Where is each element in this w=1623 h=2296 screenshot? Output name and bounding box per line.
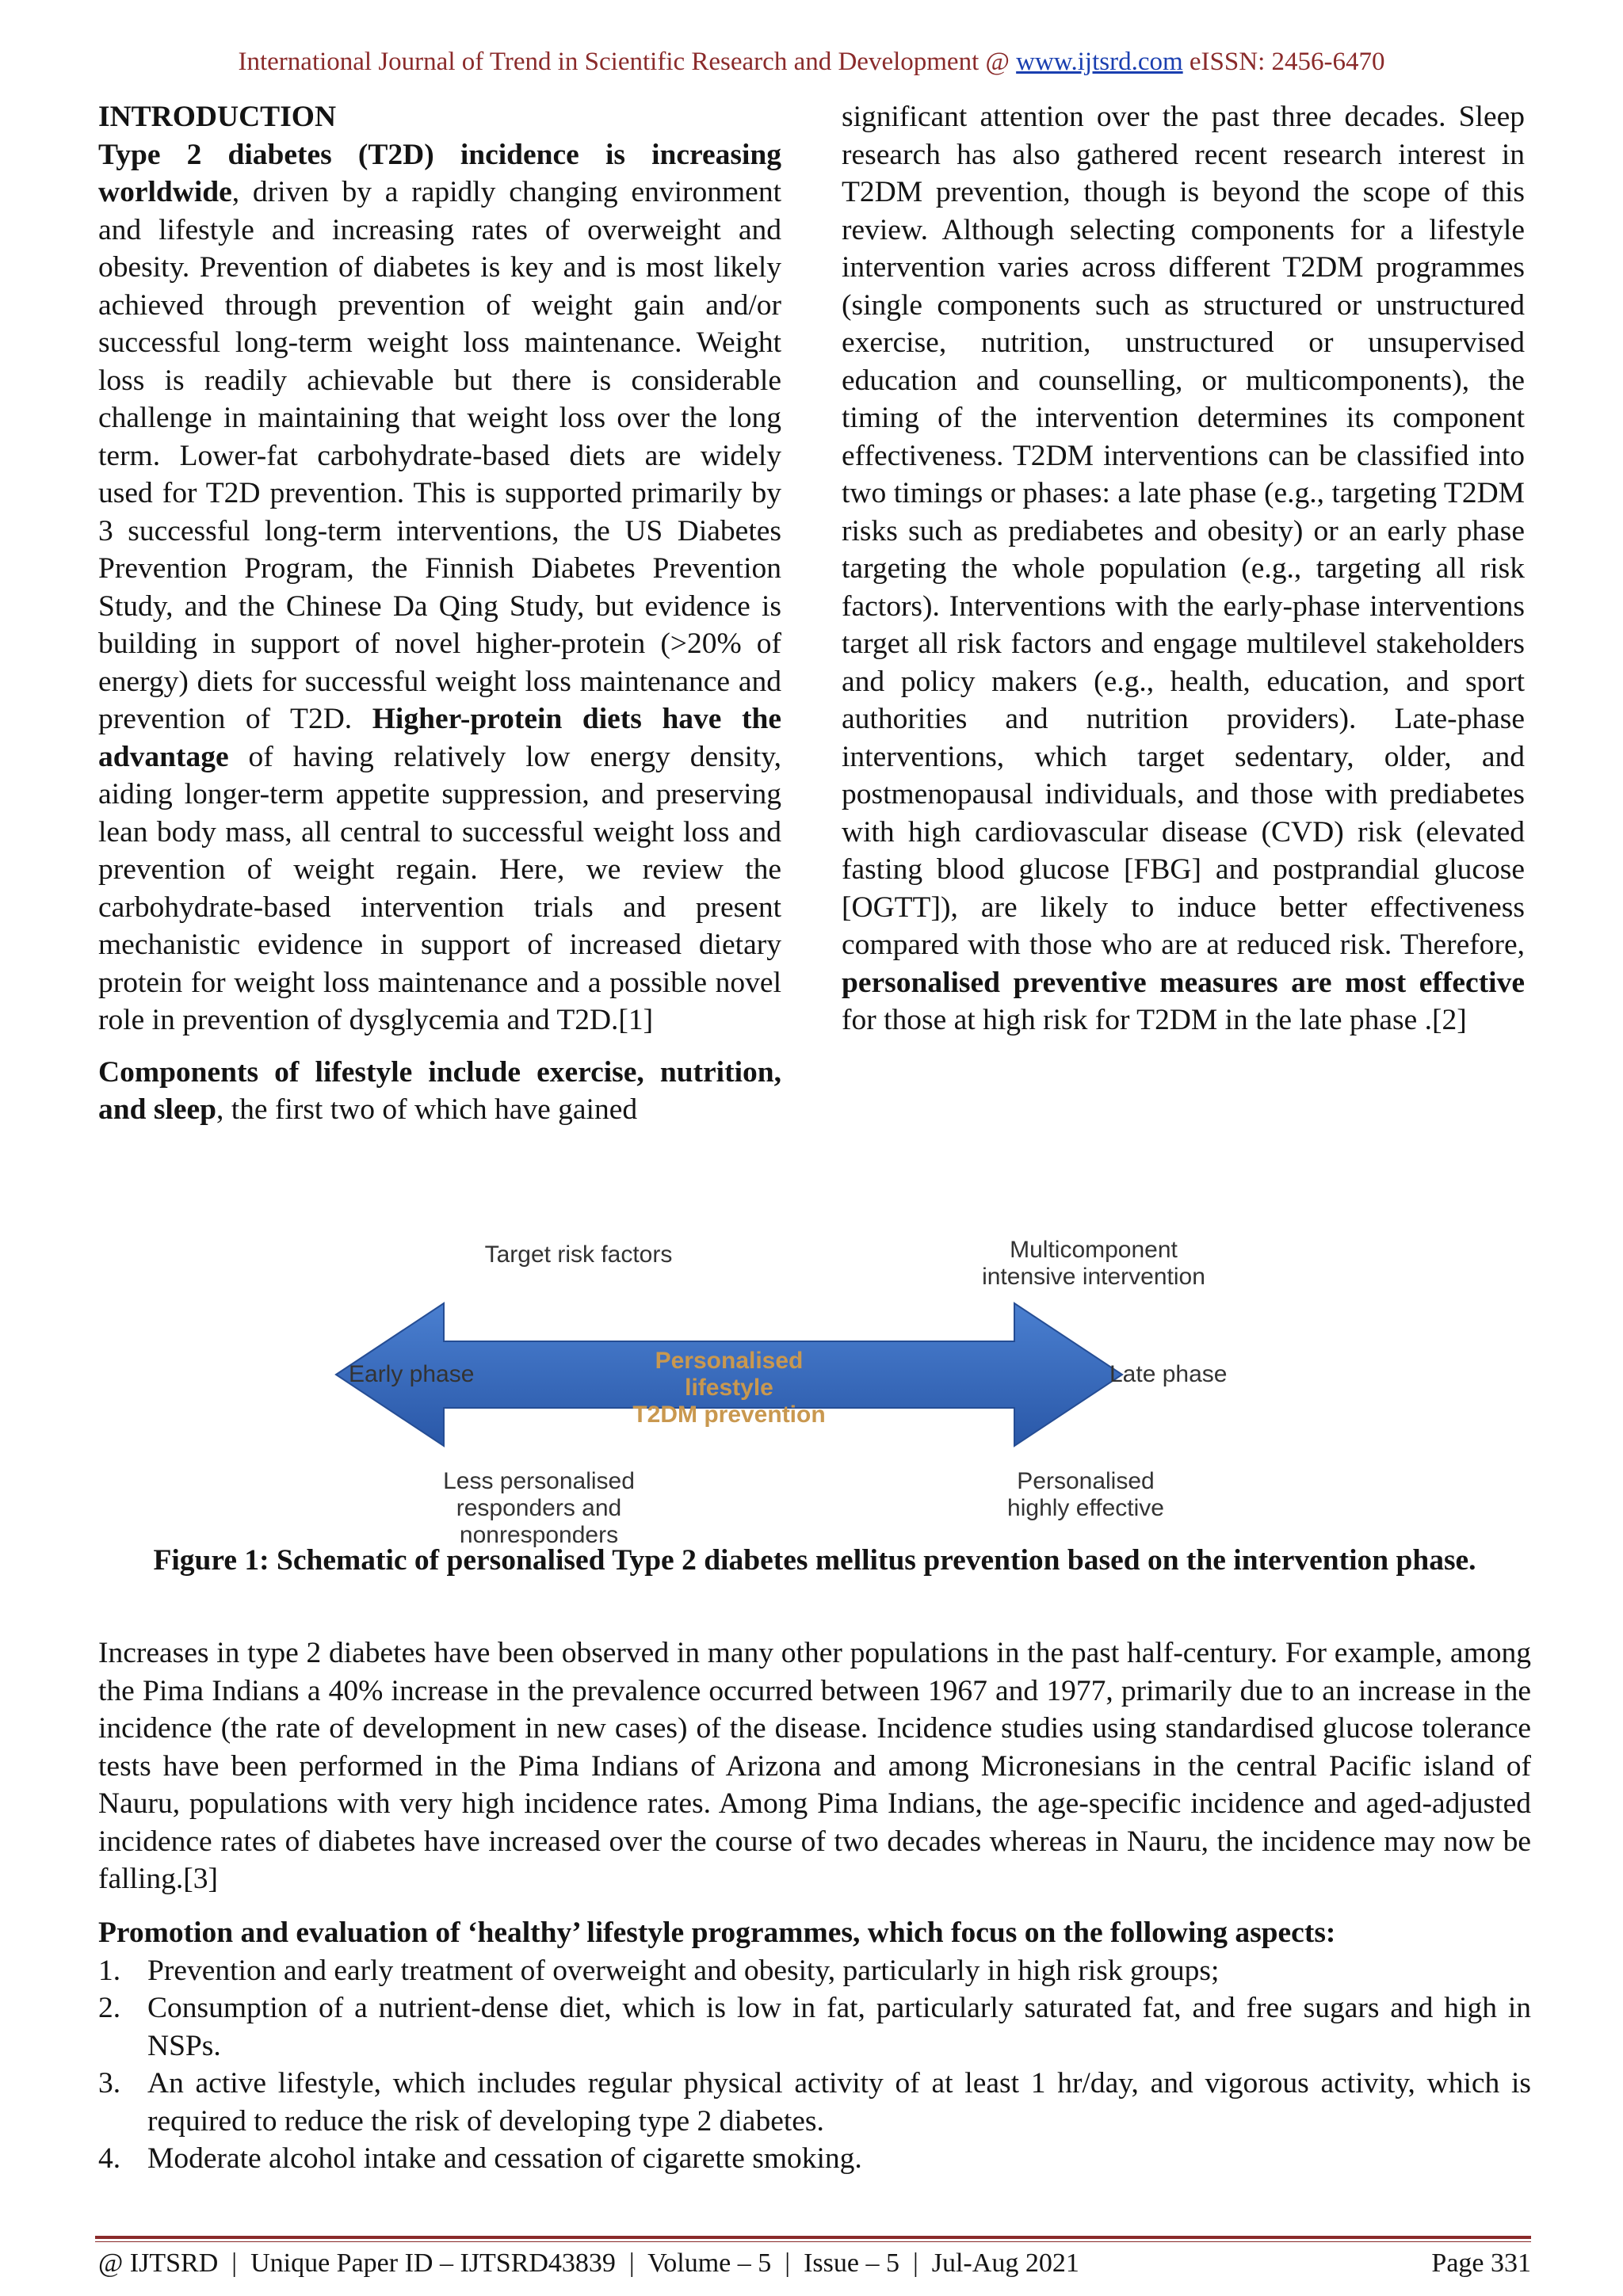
left-column (98, 98, 781, 1129)
running-header (0, 48, 1623, 77)
footer-rule-thin (95, 2241, 1531, 2242)
label-target-risk-factors: Target risk factors (484, 1241, 673, 1268)
page-number: Page 331 (1431, 2248, 1531, 2278)
footer-rule (95, 2236, 1531, 2239)
label-multicomponent (919, 1237, 1268, 1291)
eissn: eISSN: 2456-6470 (1182, 48, 1385, 76)
body-paragraph-3 (98, 1634, 1531, 1898)
list-item-text: Moderate alcohol intake and cessation of cigarette smoking. (147, 2142, 862, 2175)
bottom-right-line1: Personalised (1017, 1468, 1155, 1494)
list-item (98, 1952, 1531, 1990)
center-line1: Personalised lifestyle (655, 1348, 804, 1401)
list-item-text: Prevention and early treatment of overweight and obesity, particularly in high risk groups; (147, 1954, 1220, 1987)
aspect-list (98, 1952, 1531, 2178)
running-footer (98, 2248, 1531, 2279)
bottom-right-line2: highly effective (1007, 1495, 1164, 1521)
bottom-left-line2: responders and nonresponders (456, 1495, 622, 1548)
intro-text: , driven by a rapidly changing environment and lifestyle and increasing rates of overweight and obesity. Prevention of diabetes is key and is most likely achieved through prevention of weight gain and/or successful long-term weight loss maintenance. Weight loss is readily achievable but there is considerable challenge in maintaining that weight loss over the long term. Lower-fat carbohydrate-based diets are widely used for T2D prevention. This is supported primarily by 3 successful long-term interventions, the US Diabetes Prevention Program, the Finnish Diabetes Prevention Study, and the Chinese Da Qing Study, but evidence is building in support of novel higher-protein (>20% of energy) diets for successful weight loss maintenance and prevention of T2D. (98, 176, 781, 735)
journal-name: International Journal of Trend in Scientific Research and Development @ (238, 48, 1017, 76)
intro-bold-protein: Higher-protein diets have the advantage (98, 703, 781, 773)
list-heading: Promotion and evaluation of ‘healthy’ lifestyle programmes, which focus on the following aspects: (98, 1917, 1336, 1949)
label-multicomponent-line2: intensive intervention (982, 1264, 1205, 1290)
figure-caption: Figure 1: Schematic of personalised Type 2 diabetes mellitus prevention based on the intervention phase. (153, 1544, 1476, 1577)
list-item-number: 3. (98, 2067, 121, 2100)
bottom-left-line1: Less personalised (443, 1468, 635, 1494)
label-personalised-lifestyle (610, 1348, 848, 1428)
intro-paragraph (98, 136, 781, 1039)
figure-1-diagram (301, 1216, 1316, 1548)
journal-link[interactable]: www.ijtsrd.com (1016, 48, 1183, 76)
list-item (98, 2065, 1531, 2140)
section-heading-introduction: INTRODUCTION (98, 101, 337, 133)
center-line2: T2DM prevention (632, 1402, 826, 1428)
label-late-phase: Late phase (1109, 1361, 1228, 1387)
components-text: , the first two of which have gained (216, 1093, 638, 1126)
intro-bold-lead: Type 2 diabetes (T2D) incidence is increasing worldwide (98, 138, 781, 208)
list-item-number: 1. (98, 1954, 121, 1987)
right-bold: personalised preventive measures are most effective (842, 966, 1525, 999)
list-item (98, 2140, 1531, 2178)
paragraph-3-text: Increases in type 2 diabetes have been observed in many other populations in the past half-century. For example, among the Pima Indians a 40% increase in the prevalence occurred between 1967 and 1977, primarily due to an increase in the incidence (the rate of development in new cases) of the disease. Incidence studies using standardised glucose tolerance tests have been performed in the Pima Indians of Arizona and among Micronesians in the central Pacific island of Nauru, populations with very high incidence rates. Among Pima Indians, the age-specific incidence and aged-adjusted incidence rates of diabetes have increased over the course of two decades whereas in Nauru, the incidence may now be falling.[3] (98, 1637, 1531, 1895)
list-item-number: 2. (98, 1992, 121, 2024)
components-paragraph (98, 1054, 781, 1129)
intro-text-2: of having relatively low energy density, aiding longer-term appetite suppression, and preserving lean body mass, all central to successful weight loss and prevention of weight regain. Here, we review the carbohydrate-based intervention trials and present mechanistic evidence in support of increased dietary protein for weight loss maintenance and a possible novel role in prevention of dysglycemia and T2D.[1] (98, 740, 781, 1036)
list-item-text: Consumption of a nutrient-dense diet, which is low in fat, particularly saturated fat, and free sugars and high in NSPs. (147, 1992, 1531, 2062)
right-text-2: for those at high risk for T2DM in the late phase .[2] (842, 1004, 1467, 1036)
lifestyle-list-section (98, 1914, 1531, 2178)
right-paragraph (842, 98, 1525, 1039)
label-personalised (951, 1468, 1220, 1522)
components-bold: Components of lifestyle include exercise, nutrition, and sleep (98, 1055, 781, 1126)
label-less-personalised (380, 1468, 697, 1549)
right-text-1: significant attention over the past three decades. Sleep research has also gathered recent research interest in T2DM prevention, though is beyond the scope of this review. Although selecting components for a lifestyle intervention varies across different T2DM programmes (single components such as structured or unstructured exercise, nutrition, unstructured or unsupervised education and counselling, or multicomponents), the timing of the intervention determines its component effectiveness. T2DM interventions can be classified into two timings or phases: a late phase (e.g., targeting T2DM risks such as prediabetes and obesity) or an early phase targeting the whole population (e.g., targeting all risk factors). Interventions with the early-phase interventions target all risk factors and engage multilevel stakeholders and policy makers (e.g., health, education, and sport authorities and nutrition providers). Late-phase interventions, which target sedentary, older, and postmenopausal individuals, and those with prediabetes with high cardiovascular disease (CVD) risk (elevated fasting blood glucose [FBG] and postprandial glucose [OGTT]), are likely to induce better effectiveness compared with those who are at reduced risk. Therefore, (842, 101, 1525, 961)
right-column (842, 98, 1525, 1039)
list-item-text: An active lifestyle, which includes regular physical activity of at least 1 hr/day, and vigorous activity, which is required to reduce the risk of developing type 2 diabetes. (147, 2067, 1531, 2138)
label-multicomponent-line1: Multicomponent (1010, 1237, 1178, 1263)
footer-info: @ IJTSRD | Unique Paper ID – IJTSRD43839 | Volume – 5 | Issue – 5 | Jul-Aug 2021 (98, 2248, 1079, 2278)
list-item-number: 4. (98, 2142, 121, 2175)
label-early-phase: Early phase (349, 1361, 475, 1387)
list-item (98, 1989, 1531, 2065)
